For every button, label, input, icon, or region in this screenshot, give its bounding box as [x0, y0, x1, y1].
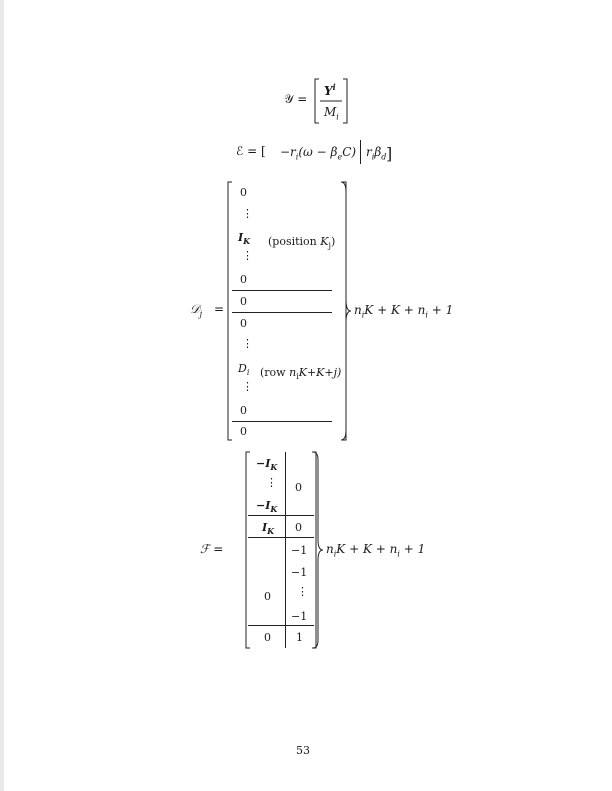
eq-f-rule-3	[248, 625, 314, 626]
eq-y-bottom-sub: i	[336, 112, 339, 122]
eq-d-row-9: ⋮	[242, 380, 253, 393]
eq-e-divider	[360, 140, 361, 164]
eq-f-left-3	[262, 521, 274, 536]
eq-d-rule-1	[232, 290, 332, 291]
eq-e-part1-end: C)	[342, 145, 357, 159]
eq-f-lhs: ℱ =	[200, 542, 224, 556]
eq-e-rbracket: ]	[386, 144, 393, 163]
eq-f-right-1: 0	[295, 521, 302, 534]
eq-f-ik: I	[262, 521, 268, 534]
eq-f-left-1: ⋮	[266, 476, 277, 489]
eq-e-part1-sub2: e	[337, 152, 343, 162]
eq-d-position-var: K	[320, 235, 329, 248]
eq-f-brackets	[244, 450, 320, 650]
eq-d-row-expr-sub: i	[296, 372, 299, 382]
eq-d-position-label: (position	[268, 235, 321, 248]
eq-d-row-1: ⋮	[242, 207, 253, 220]
eq-e-part2-sub: i	[371, 152, 375, 162]
eq-d-rule-2	[232, 312, 332, 313]
eq-f-right-4: ⋮	[297, 585, 308, 598]
eq-f-left-0	[256, 457, 277, 472]
eq-y-lhs: 𝒴 =	[284, 92, 308, 106]
eq-d-di: D	[238, 362, 247, 375]
eq-f-brace	[312, 450, 324, 650]
eq-d-lhs-text: 𝒟	[190, 302, 200, 316]
eq-d-row-0: 0	[240, 186, 247, 199]
eq-f-rule-1	[248, 515, 314, 516]
eq-f-right-3: −1	[291, 566, 308, 579]
eq-d-row-2	[238, 231, 250, 246]
eq-f-col-divider	[285, 452, 286, 648]
eq-f-dim	[326, 542, 425, 558]
eq-y	[284, 78, 364, 124]
eq-d-row-7: ⋮	[242, 337, 253, 350]
eq-d-lhs	[190, 302, 202, 318]
eq-d-di-sub: i	[246, 368, 250, 378]
eq-d-dim-n: n	[354, 303, 362, 317]
eq-f-dim-sub2: i	[397, 549, 400, 559]
eq-d-row-10: 0	[240, 404, 247, 417]
eq-f-left-8: 0	[264, 631, 271, 644]
eq-f-dim-rest: K + K + n	[336, 542, 398, 556]
eq-e-part2	[366, 145, 386, 161]
eq-d-row-4: 0	[240, 273, 247, 286]
eq-d-dim-sub: i	[361, 310, 365, 320]
eq-f	[200, 450, 450, 650]
eq-e-part1	[280, 145, 356, 161]
eq-d-position-var-sub: j	[328, 241, 331, 251]
scan-edge	[0, 0, 4, 791]
eq-f-dim-end: + 1	[399, 542, 426, 556]
eq-d-ik: I	[238, 231, 244, 244]
eq-e-part1-text: −r	[280, 145, 296, 159]
eq-d-dim	[354, 303, 453, 319]
eq-e-part2-mid: β	[374, 145, 382, 159]
eq-e-part1-rest: (ω − β	[298, 145, 338, 159]
eq-d-brace	[340, 180, 352, 442]
eq-f-left-6: 0	[264, 590, 271, 603]
eq-d-row-label: (row	[260, 366, 290, 379]
eq-e-lhs: ℰ = [	[236, 144, 266, 158]
eq-f-dim-n: n	[326, 542, 334, 556]
eq-d-row-6: 0	[240, 317, 247, 330]
eq-f-right-2: −1	[291, 544, 308, 557]
eq-f-rule-2	[248, 537, 314, 538]
eq-f-neg-ik-2-sub: K	[270, 504, 278, 515]
eq-y-bottom	[324, 105, 339, 121]
eq-d-position-close: )	[330, 235, 336, 248]
eq-d-row-8	[238, 362, 249, 377]
eq-f-neg-ik-1: −I	[256, 457, 271, 470]
eq-d-row-expr: n	[289, 366, 297, 379]
eq-d	[190, 180, 460, 442]
eq-e-part1-sub: i	[295, 152, 299, 162]
page-number: 53	[296, 744, 310, 757]
eq-f-right-6: 1	[296, 631, 303, 644]
eq-d-position-note	[268, 235, 335, 250]
eq-f-neg-ik-1-sub: K	[270, 462, 278, 473]
eq-d-rule-3	[232, 421, 332, 422]
eq-d-row-11: 0	[240, 425, 247, 438]
eq-f-neg-ik-2: −I	[256, 499, 271, 512]
eq-d-equals: =	[214, 302, 225, 316]
eq-y-top	[324, 82, 336, 98]
eq-e	[236, 140, 396, 166]
eq-e-part2-text: r	[366, 145, 372, 159]
eq-d-dim-rest: K + K + n	[364, 303, 426, 317]
eq-d-row-3: ⋮	[242, 249, 253, 262]
eq-y-top-sup: i	[332, 82, 336, 92]
eq-d-row-expr-rest: K+K+j)	[298, 366, 342, 379]
eq-f-ik-sub: K	[267, 526, 275, 537]
eq-d-row-5: 0	[240, 295, 247, 308]
eq-d-dim-end: + 1	[427, 303, 454, 317]
eq-e-part2-sub2: d	[381, 152, 387, 162]
eq-d-row-note	[260, 366, 341, 381]
eq-y-top-text: Y	[324, 84, 333, 98]
eq-f-right-0: 0	[295, 481, 302, 494]
eq-f-right-5: −1	[291, 610, 308, 623]
eq-f-left-2	[256, 499, 277, 514]
eq-f-dim-sub: i	[333, 549, 337, 559]
eq-d-ik-sub: K	[243, 236, 251, 247]
eq-y-bottom-text: M	[324, 105, 337, 119]
eq-d-lhs-sub: j	[199, 309, 203, 319]
eq-d-dim-sub2: i	[425, 310, 428, 320]
